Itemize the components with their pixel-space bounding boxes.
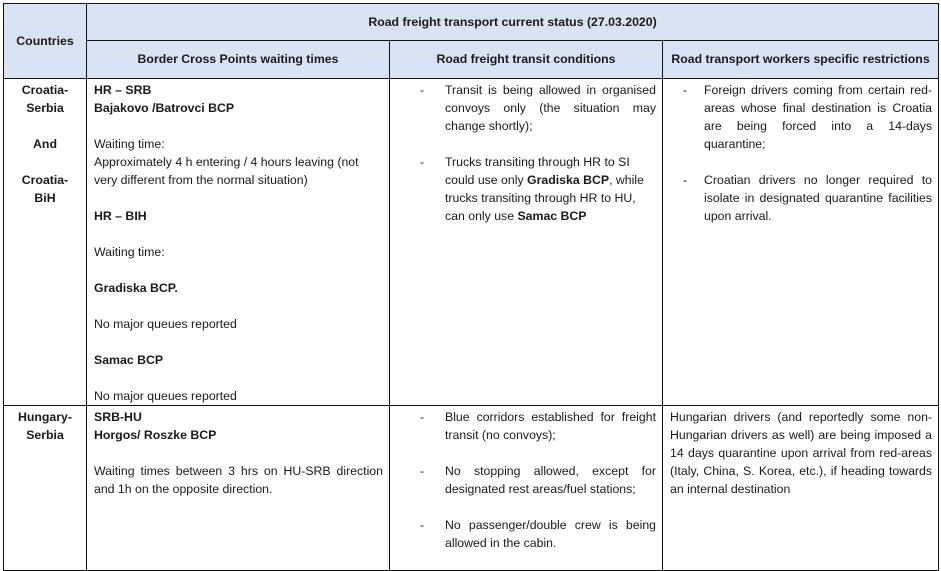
dash-bullet-icon: - bbox=[683, 173, 688, 187]
transit-cell bbox=[390, 406, 663, 571]
column-header-bcp: Border Cross Points waiting times bbox=[87, 41, 390, 79]
list-item bbox=[390, 516, 656, 552]
country-line: Serbia bbox=[26, 101, 64, 115]
list-item-text: No stopping allowed, except for designated rest areas/fuel stations; bbox=[445, 464, 656, 496]
country-line: Croatia- bbox=[21, 83, 69, 97]
bcp-name: Gradiska BCP. bbox=[94, 281, 178, 295]
dash-bullet-icon: - bbox=[420, 464, 425, 478]
bcp-name: Bajakovo /Batrovci BCP bbox=[94, 101, 235, 115]
bcp-name: Gradiska BCP bbox=[527, 173, 610, 187]
list-item bbox=[390, 408, 656, 444]
list-item-text: Foreign drivers coming from certain red-areas whose final destination is Croatia are being forced into a 14-days quarantine; bbox=[704, 83, 933, 151]
waiting-time-label: Waiting time: bbox=[94, 245, 165, 259]
list-item-text: Blue corridors established for freight transit (no convoys); bbox=[445, 410, 656, 442]
route-label: HR – BIH bbox=[94, 209, 147, 223]
queue-status: No major queues reported bbox=[94, 389, 237, 403]
list-item bbox=[390, 153, 656, 225]
bcp-name: Samac BCP bbox=[94, 353, 164, 367]
list-item bbox=[663, 81, 932, 153]
restrictions-cell bbox=[663, 406, 939, 571]
route-label: HR – SRB bbox=[94, 83, 152, 97]
column-header-restrictions: Road transport workers specific restrictions bbox=[663, 41, 939, 79]
list-item bbox=[663, 171, 932, 225]
table-row-croatia bbox=[4, 79, 939, 406]
dash-bullet-icon: - bbox=[420, 155, 425, 169]
waiting-time-value: Approximately 4 h entering / 4 hours leaving (not very different from the normal situation) bbox=[94, 155, 359, 187]
country-line: BiH bbox=[34, 191, 56, 205]
bcp-name: Horgos/ Roszke BCP bbox=[94, 428, 217, 442]
column-header-row bbox=[4, 41, 939, 79]
queue-status: No major queues reported bbox=[94, 317, 237, 331]
country-line: Croatia- bbox=[21, 173, 69, 187]
road-freight-status-table bbox=[3, 3, 939, 571]
list-item-text: Transit is being allowed in organised convoys only (the situation may change shortly); bbox=[445, 83, 656, 133]
restrictions-list bbox=[663, 79, 938, 225]
list-item-text: No passenger/double crew is being allowed in the cabin. bbox=[445, 518, 656, 550]
dash-bullet-icon: - bbox=[420, 410, 425, 424]
list-item-text: Croatian drivers no longer required to isolate in designated quarantine facilities upon arrival. bbox=[704, 173, 933, 223]
countries-header: Countries bbox=[4, 4, 87, 79]
title-row bbox=[4, 4, 939, 41]
bcp-cell bbox=[87, 79, 390, 406]
restrictions-text: Hungarian drivers (and reportedly some non-Hungarian drivers as well) are being imposed a 14 days quarantine upon arrival from red-areas (Italy, China, S. Korea, etc.), if heading towards an internal destination bbox=[670, 410, 933, 496]
waiting-time-label: Waiting time: bbox=[94, 137, 165, 151]
transit-cell bbox=[390, 79, 663, 406]
country-cell bbox=[4, 79, 87, 406]
dash-bullet-icon: - bbox=[420, 518, 425, 532]
list-item bbox=[390, 81, 656, 135]
dash-bullet-icon: - bbox=[420, 83, 425, 97]
restrictions-cell bbox=[663, 79, 939, 406]
route-label: SRB-HU bbox=[94, 410, 142, 424]
country-line: And bbox=[33, 137, 57, 151]
table-row-hungary bbox=[4, 406, 939, 571]
waiting-time-value: Waiting times between 3 hrs on HU-SRB direction and 1h on the opposite direction. bbox=[94, 464, 383, 496]
transit-list bbox=[390, 79, 662, 225]
transit-list bbox=[390, 406, 662, 552]
country-cell bbox=[4, 406, 87, 571]
dash-bullet-icon: - bbox=[683, 83, 688, 97]
column-header-transit: Road freight transit conditions bbox=[390, 41, 663, 79]
table-title: Road freight transport current status (27.03.2020) bbox=[87, 4, 939, 41]
country-line: Serbia bbox=[26, 428, 64, 442]
list-item-text: Trucks transiting through HR to SI could use only bbox=[445, 155, 630, 187]
list-item bbox=[390, 462, 656, 498]
list-item-text: , while trucks transiting through HR to HU, can only use bbox=[445, 173, 644, 223]
bcp-name: Samac BCP bbox=[517, 209, 587, 223]
country-line: Hungary- bbox=[18, 410, 72, 424]
bcp-cell bbox=[87, 406, 390, 571]
